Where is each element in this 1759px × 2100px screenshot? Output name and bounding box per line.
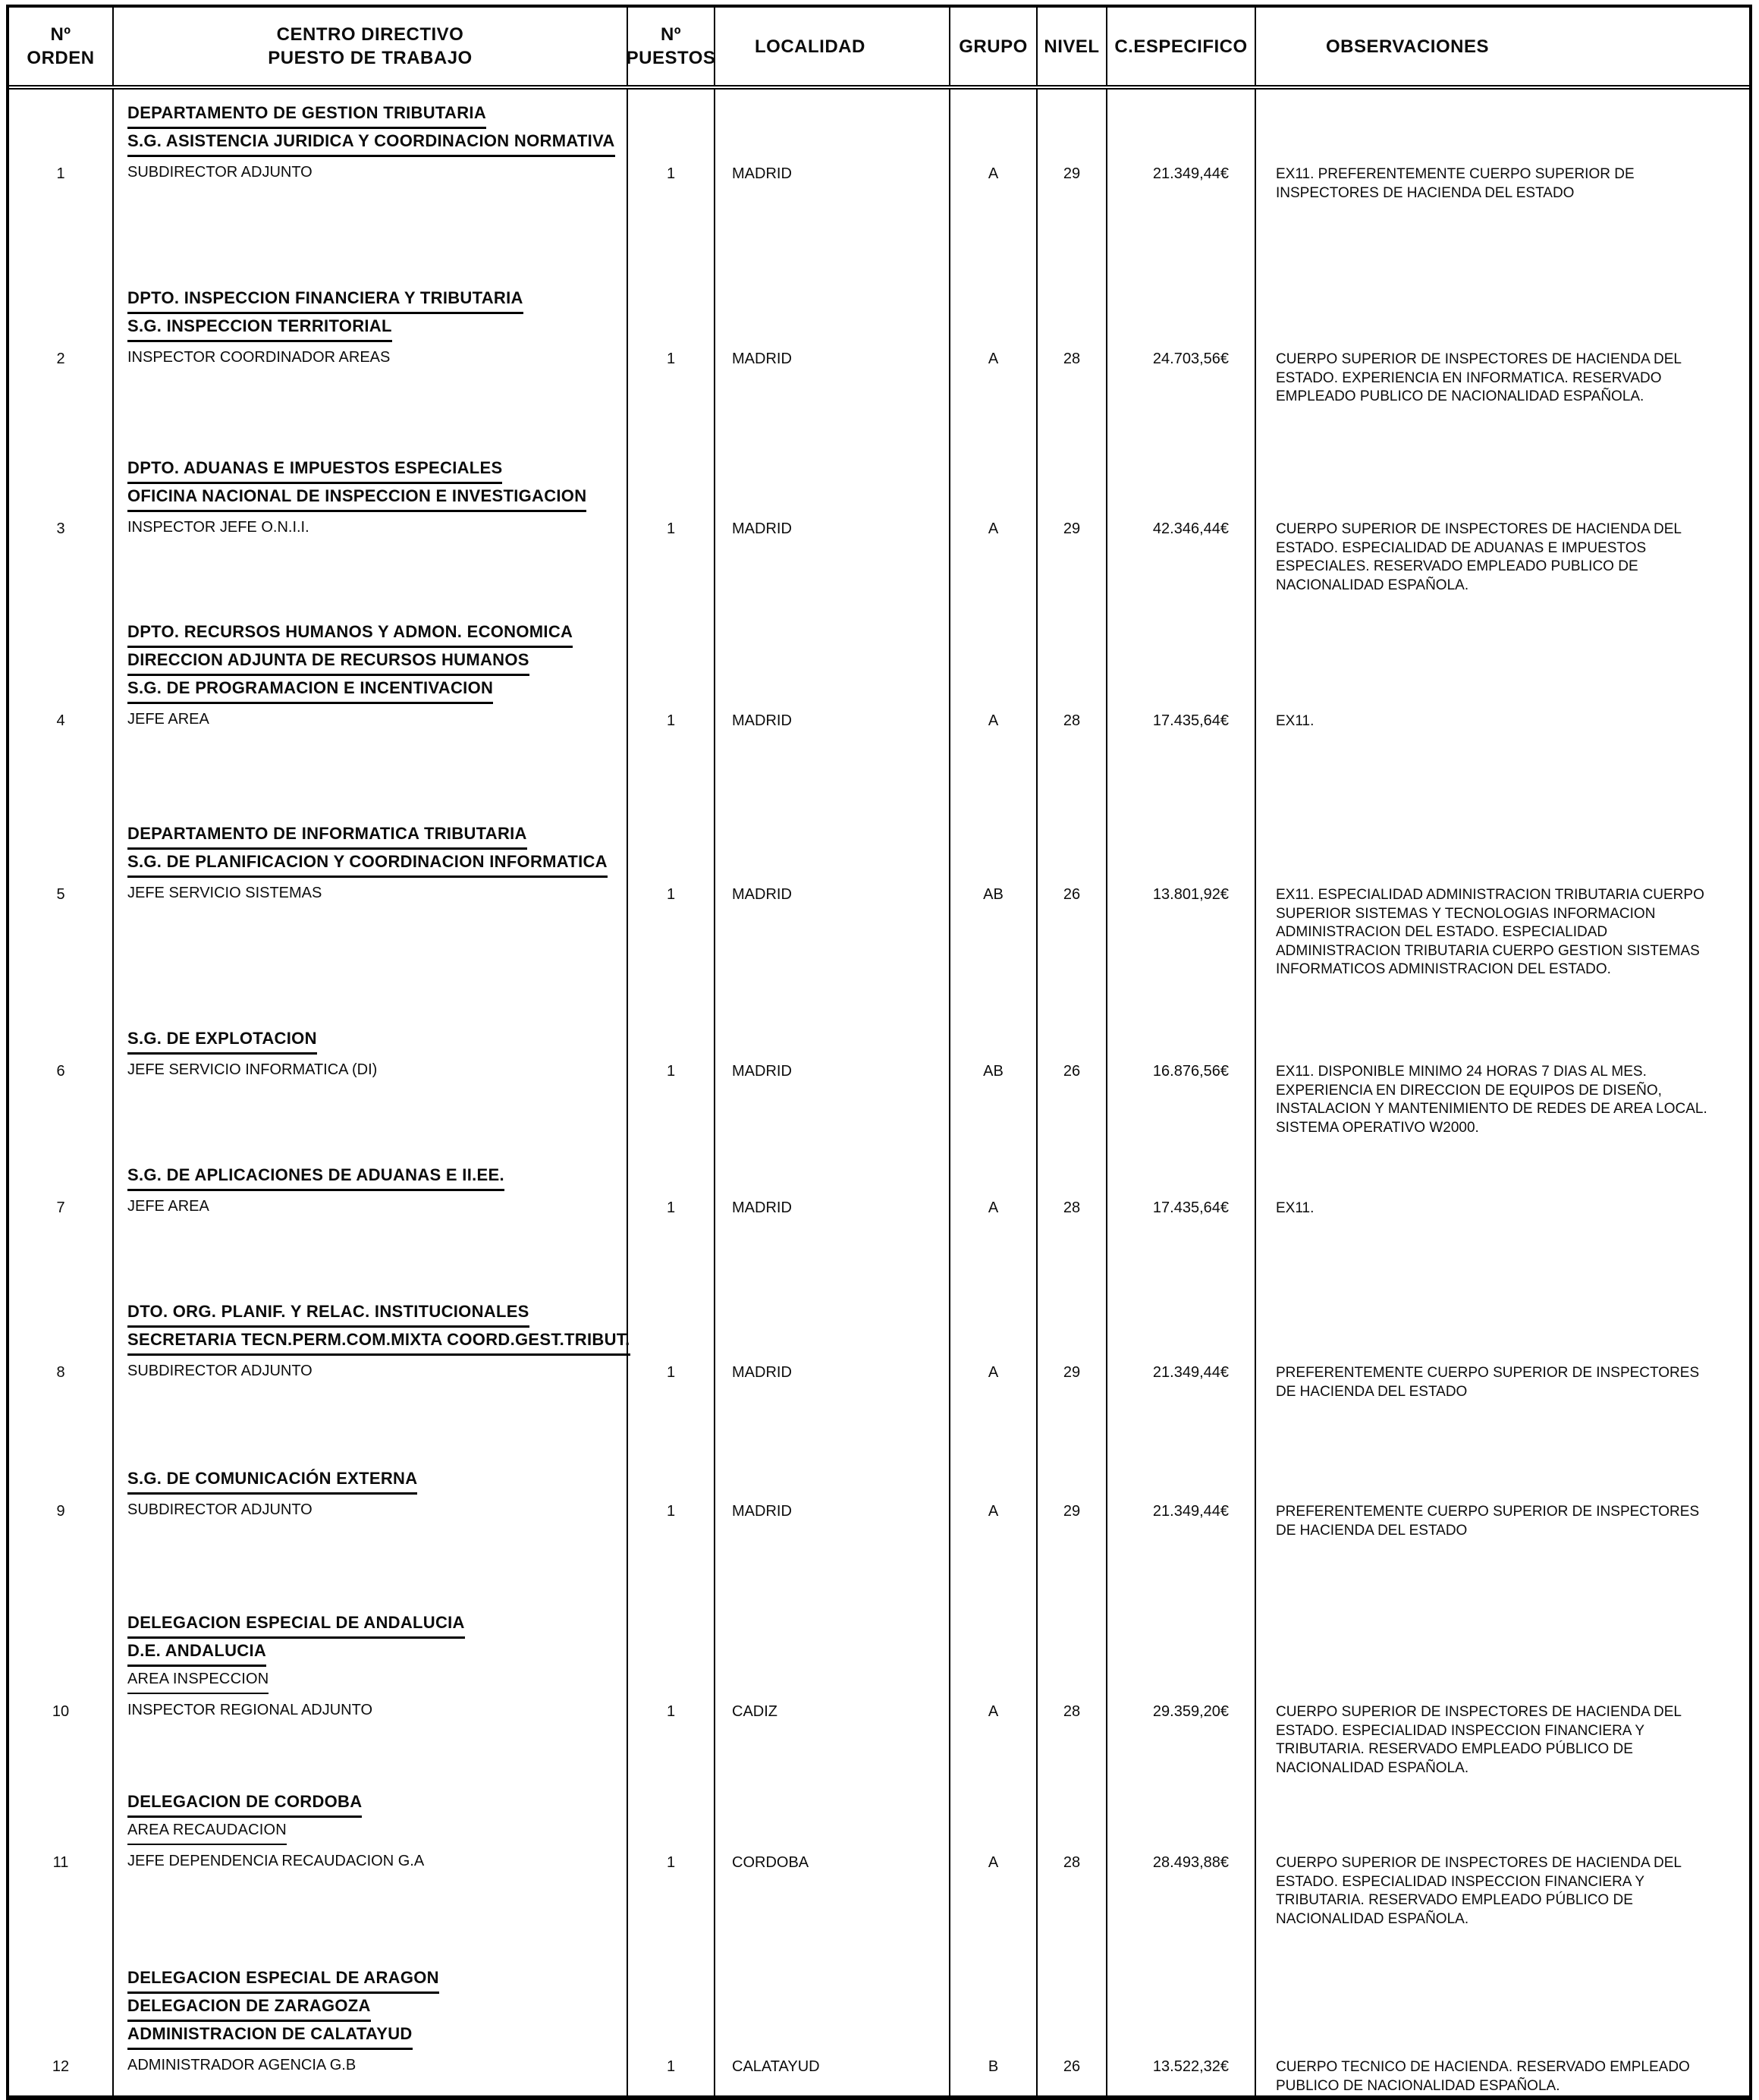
centro-directivo-heading: [127, 849, 622, 877]
observaciones-value: CUERPO TECNICO DE HACIENDA. RESERVADO EMPLEADO PUBLICO DE NACIONALIDAD ESPAÑOLA.: [1276, 2059, 1690, 2094]
cell-num-orden: [9, 90, 114, 275]
localidad-value: MADRID: [732, 1199, 792, 1216]
complemento-especifico-value: 21.349,44€: [1152, 165, 1229, 182]
localidad-value: CORDOBA: [732, 1854, 809, 1871]
cell-centro-directivo-puesto: [114, 275, 628, 445]
observaciones-value: CUERPO SUPERIOR DE INSPECTORES DE HACIENDA DEL ESTADO. ESPECIALIDAD INSPECCION FINANCIERA Y TRIBUTARIA. RESERVADO EMPLEADO PÚBLICO DE NACIONALIDAD ESPAÑOLA.: [1276, 1704, 1682, 1776]
centro-directivo-heading-text: D.E. ANDALUCIA: [127, 1638, 266, 1667]
cell-centro-directivo-puesto: [114, 810, 628, 1015]
puesto-de-trabajo-value: SUBDIRECTOR ADJUNTO: [127, 1363, 313, 1379]
grupo-value: A: [988, 165, 999, 182]
cell-num-puestos: [628, 810, 715, 1015]
num-puestos-value: 1: [666, 520, 676, 537]
num-orden-value: 4: [56, 712, 65, 729]
cell-observaciones: [1256, 1954, 1749, 2095]
localidad-value: MADRID: [732, 712, 792, 729]
nivel-value: 28: [1063, 351, 1081, 367]
cell-num-orden: [9, 608, 114, 810]
centro-directivo-heading-text: DEPARTAMENTO DE GESTION TRIBUTARIA: [127, 100, 486, 129]
num-orden-value: 5: [56, 886, 65, 903]
section-headers: [127, 455, 622, 511]
centro-directivo-heading-text: DPTO. INSPECCION FINANCIERA Y TRIBUTARIA: [127, 285, 523, 314]
num-puestos-value: 1: [666, 351, 676, 367]
cell-num-orden: [9, 445, 114, 608]
observaciones-value: PREFERENTEMENTE CUERPO SUPERIOR DE INSPECTORES DE HACIENDA DEL ESTADO: [1276, 1365, 1700, 1400]
num-puestos-value: 1: [666, 1063, 676, 1080]
complemento-especifico-value: 13.522,32€: [1152, 2058, 1229, 2075]
centro-directivo-heading-text: S.G. ASISTENCIA JURIDICA Y COORDINACION NORMATIVA: [127, 128, 615, 157]
cell-num-puestos: [628, 445, 715, 608]
table-row: [9, 445, 1749, 608]
cell-localidad: [715, 1599, 950, 1778]
centro-directivo-heading-text: DELEGACION DE ZARAGOZA: [127, 1993, 371, 2022]
grupo-value: A: [988, 1503, 999, 1520]
cell-nivel: [1038, 445, 1107, 608]
centro-directivo-heading-text: S.G. DE PROGRAMACION E INCENTIVACION: [127, 675, 493, 704]
puesto-de-trabajo-value: INSPECTOR JEFE O.N.I.I.: [127, 519, 309, 536]
nivel-value: 28: [1063, 1199, 1081, 1216]
nivel-value: 28: [1063, 1703, 1081, 1720]
section-headers: [127, 619, 622, 703]
observaciones-value: PREFERENTEMENTE CUERPO SUPERIOR DE INSPECTORES DE HACIENDA DEL ESTADO: [1276, 1504, 1700, 1539]
cell-num-puestos: [628, 1455, 715, 1599]
centro-directivo-heading-text: S.G. DE EXPLOTACION: [127, 1026, 317, 1055]
section-headers: [127, 1610, 622, 1694]
nivel-value: 29: [1063, 520, 1081, 537]
cell-localidad: [715, 445, 950, 608]
num-puestos-value: 1: [666, 1854, 676, 1871]
cell-num-orden: [9, 275, 114, 445]
section-headers: [127, 1965, 622, 2049]
cell-observaciones: [1256, 90, 1749, 275]
cell-complemento-especifico: [1107, 445, 1256, 608]
centro-directivo-heading: [127, 1789, 622, 1817]
centro-directivo-heading-text: DIRECCION ADJUNTA DE RECURSOS HUMANOS: [127, 647, 529, 676]
localidad-value: MADRID: [732, 1063, 792, 1080]
grupo-value: B: [988, 2058, 999, 2075]
num-orden-value: 1: [56, 165, 65, 182]
puesto-de-trabajo-value: JEFE SERVICIO SISTEMAS: [127, 885, 322, 901]
num-orden-value: 10: [52, 1703, 70, 1720]
nivel-value: 29: [1063, 165, 1081, 182]
cell-localidad: [715, 810, 950, 1015]
cell-localidad: [715, 1455, 950, 1599]
cell-num-puestos: [628, 275, 715, 445]
cell-num-orden: [9, 1954, 114, 2095]
cell-complemento-especifico: [1107, 1288, 1256, 1455]
grupo-value: A: [988, 520, 999, 537]
localidad-value: MADRID: [732, 1503, 792, 1520]
cell-num-orden: [9, 1455, 114, 1599]
cell-nivel: [1038, 1288, 1107, 1455]
centro-directivo-heading-text: S.G. DE PLANIFICACION Y COORDINACION INFORMATICA: [127, 849, 608, 878]
cell-grupo: [950, 608, 1038, 810]
column-header-cell: [1038, 8, 1107, 85]
cell-grupo: [950, 1015, 1038, 1152]
column-header-cell: [114, 8, 628, 85]
column-header-label: C.ESPECIFICO: [1114, 36, 1248, 57]
table-row: [9, 1152, 1749, 1288]
nivel-value: 28: [1063, 1854, 1081, 1871]
cell-grupo: [950, 1954, 1038, 2095]
num-puestos-value: 1: [666, 886, 676, 903]
cell-centro-directivo-puesto: [114, 1288, 628, 1455]
num-orden-value: 3: [56, 520, 65, 537]
table-row: [9, 90, 1749, 275]
table-row: [9, 275, 1749, 445]
cell-grupo: [950, 1152, 1038, 1288]
observaciones-value: CUERPO SUPERIOR DE INSPECTORES DE HACIENDA DEL ESTADO. EXPERIENCIA EN INFORMATICA. RESERVADO EMPLEADO PUBLICO DE NACIONALIDAD ESPAÑOLA.: [1276, 351, 1682, 404]
grupo-value: AB: [983, 886, 1004, 903]
centro-directivo-heading: [127, 1965, 622, 1993]
num-orden-value: 7: [56, 1199, 65, 1216]
centro-directivo-heading: [127, 1026, 622, 1054]
num-orden-value: 12: [52, 2058, 70, 2075]
observaciones-value: EX11. ESPECIALIDAD ADMINISTRACION TRIBUTARIA CUERPO SUPERIOR SISTEMAS Y TECNOLOGIAS INFORMACION ADMINISTRACION DEL ESTADO. ESPECIALIDAD ADMINISTRACION TRIBUTARIA CUERPO GESTION SISTEMAS INFORMATICOS ADMINISTRACION DEL ESTADO.: [1276, 887, 1704, 977]
nivel-value: 26: [1063, 886, 1081, 903]
num-puestos-value: 1: [666, 165, 676, 182]
cell-nivel: [1038, 1015, 1107, 1152]
cell-observaciones: [1256, 1288, 1749, 1455]
cell-num-puestos: [628, 1288, 715, 1455]
centro-directivo-heading-text: DEPARTAMENTO DE INFORMATICA TRIBUTARIA: [127, 821, 527, 850]
column-header-label: GRUPO: [959, 36, 1028, 57]
cell-observaciones: [1256, 275, 1749, 445]
cell-centro-directivo-puesto: [114, 1455, 628, 1599]
column-header-cell: [1256, 8, 1749, 85]
centro-directivo-heading: [127, 1327, 630, 1355]
centro-directivo-heading: [127, 1610, 622, 1638]
table-row: [9, 1954, 1749, 2095]
section-headers: [127, 1026, 622, 1054]
centro-directivo-heading-text: DPTO. RECURSOS HUMANOS Y ADMON. ECONOMICA: [127, 619, 573, 648]
puesto-de-trabajo-value: ADMINISTRADOR AGENCIA G.B: [127, 2057, 357, 2073]
nivel-value: 28: [1063, 712, 1081, 729]
table-row: [9, 1015, 1749, 1152]
cell-nivel: [1038, 608, 1107, 810]
cell-num-puestos: [628, 1599, 715, 1778]
cell-num-orden: [9, 1152, 114, 1288]
section-headers: [127, 1162, 622, 1190]
cell-complemento-especifico: [1107, 1954, 1256, 2095]
centro-directivo-heading-text: OFICINA NACIONAL DE INSPECCION E INVESTIGACION: [127, 483, 586, 512]
grupo-value: A: [988, 1199, 999, 1216]
cell-observaciones: [1256, 1015, 1749, 1152]
job-positions-table: [6, 5, 1752, 2100]
cell-localidad: [715, 608, 950, 810]
table-body: [9, 90, 1749, 2095]
centro-directivo-heading-text: AREA INSPECCION: [127, 1666, 269, 1694]
observaciones-value: EX11. PREFERENTEMENTE CUERPO SUPERIOR DE INSPECTORES DE HACIENDA DEL ESTADO: [1276, 166, 1635, 201]
cell-localidad: [715, 1015, 950, 1152]
num-orden-value: 9: [56, 1503, 65, 1520]
centro-directivo-heading: [127, 1162, 622, 1190]
cell-complemento-especifico: [1107, 1015, 1256, 1152]
column-header-cell: [715, 8, 950, 85]
num-puestos-value: 1: [666, 712, 676, 729]
complemento-especifico-value: 13.801,92€: [1152, 886, 1229, 903]
cell-centro-directivo-puesto: [114, 1015, 628, 1152]
column-header-label: NIVEL: [1044, 36, 1100, 57]
complemento-especifico-value: 21.349,44€: [1152, 1503, 1229, 1520]
column-header-cell: [1107, 8, 1256, 85]
grupo-value: A: [988, 1854, 999, 1871]
cell-complemento-especifico: [1107, 1455, 1256, 1599]
grupo-value: A: [988, 1703, 999, 1720]
localidad-value: MADRID: [732, 351, 792, 367]
column-header-label: ORDEN: [27, 48, 95, 68]
table-row: [9, 1599, 1749, 1778]
cell-nivel: [1038, 275, 1107, 445]
centro-directivo-heading-text: ADMINISTRACION DE CALATAYUD: [127, 2021, 413, 2050]
table-row: [9, 1778, 1749, 1954]
section-headers: [127, 821, 622, 877]
grupo-value: AB: [983, 1063, 1004, 1080]
puesto-de-trabajo-value: INSPECTOR COORDINADOR AREAS: [127, 349, 391, 366]
cell-grupo: [950, 1778, 1038, 1954]
puesto-de-trabajo-value: INSPECTOR REGIONAL ADJUNTO: [127, 1702, 373, 1718]
complemento-especifico-value: 17.435,64€: [1152, 712, 1229, 729]
cell-num-orden: [9, 810, 114, 1015]
cell-num-orden: [9, 1778, 114, 1954]
cell-observaciones: [1256, 810, 1749, 1015]
centro-directivo-heading-text: DELEGACION DE CORDOBA: [127, 1789, 362, 1818]
puesto-de-trabajo-value: SUBDIRECTOR ADJUNTO: [127, 164, 313, 181]
section-headers: [127, 1299, 630, 1355]
cell-localidad: [715, 1152, 950, 1288]
centro-directivo-heading: [127, 1299, 622, 1327]
column-header-cell: [950, 8, 1038, 85]
grupo-value: A: [988, 1364, 999, 1381]
centro-directivo-heading: [127, 313, 622, 341]
cell-nivel: [1038, 1152, 1107, 1288]
cell-grupo: [950, 275, 1038, 445]
localidad-value: CALATAYUD: [732, 2058, 820, 2075]
centro-directivo-heading: [127, 2021, 622, 2049]
centro-directivo-heading: [127, 1817, 622, 1845]
puesto-de-trabajo-value: JEFE AREA: [127, 711, 209, 728]
cell-num-puestos: [628, 1778, 715, 1954]
complemento-especifico-value: 28.493,88€: [1152, 1854, 1229, 1871]
centro-directivo-heading: [127, 455, 622, 483]
puesto-de-trabajo-value: JEFE DEPENDENCIA RECAUDACION G.A: [127, 1853, 425, 1869]
cell-complemento-especifico: [1107, 810, 1256, 1015]
column-header-label: CENTRO DIRECTIVO: [276, 24, 464, 45]
cell-complemento-especifico: [1107, 1152, 1256, 1288]
cell-localidad: [715, 1778, 950, 1954]
centro-directivo-heading: [127, 1666, 622, 1694]
nivel-value: 29: [1063, 1503, 1081, 1520]
cell-num-puestos: [628, 608, 715, 810]
table-row: [9, 1288, 1749, 1455]
observaciones-value: EX11.: [1276, 1200, 1315, 1216]
column-header-cell: [628, 8, 715, 85]
cell-grupo: [950, 1288, 1038, 1455]
observaciones-value: CUERPO SUPERIOR DE INSPECTORES DE HACIENDA DEL ESTADO. ESPECIALIDAD INSPECCION FINANCIERA Y TRIBUTARIA. RESERVADO EMPLEADO PÚBLICO DE NACIONALIDAD ESPAÑOLA.: [1276, 1855, 1682, 1927]
complemento-especifico-value: 17.435,64€: [1152, 1199, 1229, 1216]
num-orden-value: 2: [56, 351, 65, 367]
centro-directivo-heading: [127, 483, 622, 511]
cell-centro-directivo-puesto: [114, 1954, 628, 2095]
table-header-row: [9, 8, 1749, 90]
cell-observaciones: [1256, 1599, 1749, 1778]
cell-num-orden: [9, 1599, 114, 1778]
column-header-label: Nº: [660, 24, 682, 45]
num-puestos-value: 1: [666, 1199, 676, 1216]
cell-observaciones: [1256, 608, 1749, 810]
cell-nivel: [1038, 810, 1107, 1015]
cell-complemento-especifico: [1107, 90, 1256, 275]
centro-directivo-heading: [127, 100, 622, 128]
observaciones-value: CUERPO SUPERIOR DE INSPECTORES DE HACIENDA DEL ESTADO. ESPECIALIDAD DE ADUANAS E IMPUESTOS ESPECIALES. RESERVADO EMPLEADO PUBLICO DE NACIONALIDAD ESPAÑOLA.: [1276, 521, 1682, 593]
centro-directivo-heading-text: S.G. DE APLICACIONES DE ADUANAS E II.EE.: [127, 1162, 504, 1191]
column-header-cell: [9, 8, 114, 85]
centro-directivo-heading-text: DPTO. ADUANAS E IMPUESTOS ESPECIALES: [127, 455, 502, 484]
cell-observaciones: [1256, 445, 1749, 608]
cell-observaciones: [1256, 1455, 1749, 1599]
cell-grupo: [950, 445, 1038, 608]
centro-directivo-heading-text: S.G. INSPECCION TERRITORIAL: [127, 313, 392, 342]
column-header-label: OBSERVACIONES: [1326, 36, 1489, 57]
cell-localidad: [715, 1288, 950, 1455]
centro-directivo-heading-text: DTO. ORG. PLANIF. Y RELAC. INSTITUCIONALES: [127, 1299, 529, 1328]
num-orden-value: 11: [52, 1854, 69, 1871]
cell-centro-directivo-puesto: [114, 445, 628, 608]
nivel-value: 29: [1063, 1364, 1081, 1381]
centro-directivo-heading: [127, 821, 622, 849]
localidad-value: MADRID: [732, 520, 792, 537]
cell-nivel: [1038, 1778, 1107, 1954]
section-headers: [127, 100, 622, 156]
localidad-value: MADRID: [732, 886, 792, 903]
centro-directivo-heading-text: SECRETARIA TECN.PERM.COM.MIXTA COORD.GEST.TRIBUT.: [127, 1327, 630, 1356]
centro-directivo-heading: [127, 619, 622, 647]
cell-observaciones: [1256, 1778, 1749, 1954]
cell-centro-directivo-puesto: [114, 1778, 628, 1954]
centro-directivo-heading: [127, 285, 622, 313]
cell-centro-directivo-puesto: [114, 1152, 628, 1288]
nivel-value: 26: [1063, 2058, 1081, 2075]
centro-directivo-heading: [127, 1466, 622, 1494]
centro-directivo-heading-text: AREA RECAUDACION: [127, 1817, 287, 1845]
puesto-de-trabajo-value: JEFE SERVICIO INFORMATICA (DI): [127, 1061, 378, 1078]
cell-complemento-especifico: [1107, 275, 1256, 445]
centro-directivo-heading-text: DELEGACION ESPECIAL DE ARAGON: [127, 1965, 439, 1994]
cell-localidad: [715, 90, 950, 275]
observaciones-value: EX11. DISPONIBLE MINIMO 24 HORAS 7 DIAS AL MES. EXPERIENCIA EN DIRECCION DE EQUIPOS DE DISEÑO, INSTALACION Y MANTENIMIENTO DE REDES DE AREA LOCAL. SISTEMA OPERATIVO W2000.: [1276, 1064, 1707, 1136]
section-headers: [127, 1789, 622, 1845]
localidad-value: CADIZ: [732, 1703, 777, 1720]
cell-nivel: [1038, 90, 1107, 275]
cell-localidad: [715, 275, 950, 445]
centro-directivo-heading: [127, 1993, 622, 2021]
centro-directivo-heading: [127, 1638, 622, 1666]
num-puestos-value: 1: [666, 1703, 676, 1720]
observaciones-value: EX11.: [1276, 713, 1315, 729]
column-header-label: PUESTO DE TRABAJO: [268, 48, 473, 68]
centro-directivo-heading: [127, 647, 622, 675]
column-header-label: PUESTOS: [626, 48, 716, 68]
complemento-especifico-value: 29.359,20€: [1152, 1703, 1229, 1720]
centro-directivo-heading: [127, 128, 622, 156]
cell-centro-directivo-puesto: [114, 608, 628, 810]
cell-complemento-especifico: [1107, 1599, 1256, 1778]
complemento-especifico-value: 21.349,44€: [1152, 1364, 1229, 1381]
cell-num-orden: [9, 1288, 114, 1455]
num-puestos-value: 1: [666, 1503, 676, 1520]
cell-num-puestos: [628, 1954, 715, 2095]
cell-localidad: [715, 1954, 950, 2095]
num-orden-value: 8: [56, 1364, 65, 1381]
num-puestos-value: 1: [666, 1364, 676, 1381]
section-headers: [127, 1466, 622, 1494]
localidad-value: MADRID: [732, 165, 792, 182]
table-row: [9, 810, 1749, 1015]
cell-observaciones: [1256, 1152, 1749, 1288]
cell-grupo: [950, 90, 1038, 275]
localidad-value: MADRID: [732, 1364, 792, 1381]
nivel-value: 26: [1063, 1063, 1081, 1080]
cell-complemento-especifico: [1107, 608, 1256, 810]
cell-num-puestos: [628, 90, 715, 275]
cell-nivel: [1038, 1455, 1107, 1599]
num-puestos-value: 1: [666, 2058, 676, 2075]
cell-grupo: [950, 810, 1038, 1015]
puesto-de-trabajo-value: JEFE AREA: [127, 1198, 209, 1215]
centro-directivo-heading-text: S.G. DE COMUNICACIÓN EXTERNA: [127, 1466, 417, 1495]
column-header-label: Nº: [50, 24, 71, 45]
complemento-especifico-value: 42.346,44€: [1152, 520, 1229, 537]
cell-complemento-especifico: [1107, 1778, 1256, 1954]
cell-num-orden: [9, 1015, 114, 1152]
num-orden-value: 6: [56, 1063, 65, 1080]
grupo-value: A: [988, 712, 999, 729]
cell-num-puestos: [628, 1152, 715, 1288]
grupo-value: A: [988, 351, 999, 367]
cell-grupo: [950, 1599, 1038, 1778]
cell-nivel: [1038, 1599, 1107, 1778]
centro-directivo-heading: [127, 675, 622, 703]
cell-centro-directivo-puesto: [114, 90, 628, 275]
centro-directivo-heading-text: DELEGACION ESPECIAL DE ANDALUCIA: [127, 1610, 465, 1639]
cell-grupo: [950, 1455, 1038, 1599]
table-row: [9, 1455, 1749, 1599]
table-row: [9, 608, 1749, 810]
cell-centro-directivo-puesto: [114, 1599, 628, 1778]
complemento-especifico-value: 24.703,56€: [1152, 351, 1229, 367]
puesto-de-trabajo-value: SUBDIRECTOR ADJUNTO: [127, 1501, 313, 1518]
cell-num-puestos: [628, 1015, 715, 1152]
column-header-label: LOCALIDAD: [755, 36, 865, 57]
cell-nivel: [1038, 1954, 1107, 2095]
complemento-especifico-value: 16.876,56€: [1152, 1063, 1229, 1080]
section-headers: [127, 285, 622, 341]
